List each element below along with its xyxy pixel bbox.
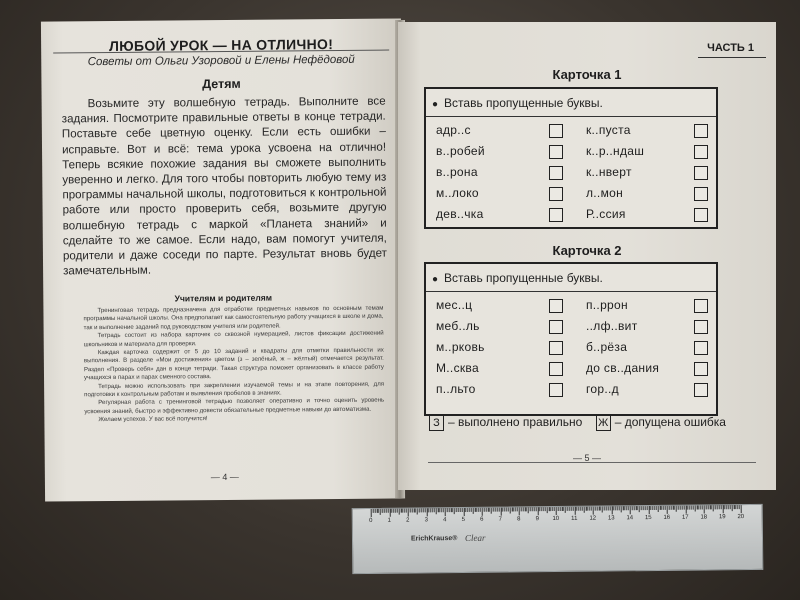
answer-checkbox[interactable] xyxy=(549,320,563,334)
ruler-brand: ErichKrause® xyxy=(410,535,458,543)
part-rule xyxy=(698,57,766,58)
ruler-number: 12 xyxy=(589,515,597,522)
ruler-number: 16 xyxy=(663,514,671,521)
word-item: п..ррон xyxy=(586,298,628,312)
word-item: к..р..ндаш xyxy=(586,144,645,158)
children-body: Возьмите эту волшебную тетрадь. Выполните все задания. Посмотрите правильные ответы в конце тетради. Поставьте себе цветную оценку. Если есть ошибки – исправьте. Вот и всё: тема урока усвоена на отлично! Теперь всякие похожие задания вы сможете выполнить уверенно и легко. Для того чтобы повторить любую тему из программы начальной школы, подготовиться к контрольной работе или просто проверить себя, возьмите другую волшебную тетрадь с маркой «Планета знаний» и сделайте то же самое. Если надо, вам помогут учителя, родители и даже соседи по парте. Результат вновь будет замечательным. xyxy=(61,94,388,278)
word-item: дев..чка xyxy=(436,207,484,221)
answer-checkbox[interactable] xyxy=(694,341,708,355)
teachers-paragraph: Тетрадь состоит из набора карточек со сквозной нумерацией, листов фиксации достижений школьников и материала для проверки. xyxy=(83,329,384,348)
ruler-tick xyxy=(741,505,742,513)
teachers-paragraph: Тетрадь можно использовать при закреплении изучаемой темы и на этапе повторения, для подготовки к контрольным работам и выявления пробелов в знаниях. xyxy=(84,380,385,399)
answer-checkbox[interactable] xyxy=(694,383,708,397)
answer-checkbox[interactable] xyxy=(694,320,708,334)
ruler-scale xyxy=(371,505,751,529)
answer-checkbox[interactable] xyxy=(549,124,563,138)
answer-checkbox[interactable] xyxy=(549,362,563,376)
teachers-paragraph: Желаем успехов. У вас всё получится! xyxy=(98,415,208,424)
word-item: п..льто xyxy=(436,382,476,396)
answer-checkbox[interactable] xyxy=(694,145,708,159)
section-heading-children: Детям xyxy=(202,76,241,92)
answer-checkbox[interactable] xyxy=(549,145,563,159)
ruler-number: 0 xyxy=(369,517,373,524)
bullet-icon: ● xyxy=(432,274,439,285)
teachers-paragraph: Тренинговая тетрадь предназначена для отработки предметных навыков по основным темам программы начальной школы. Она предполагает как самостоятельную работу учащихся в школе и дома, так и выполнение заданий под руководством учителя или родителей. xyxy=(83,304,384,332)
section-heading-teachers: Учителям и родителям xyxy=(174,292,273,304)
card1-instruction-line xyxy=(432,96,603,110)
left-page xyxy=(41,18,405,501)
error-mark-box: Ж xyxy=(596,415,611,431)
card2-instruction-line xyxy=(432,271,603,285)
bullet-icon: ● xyxy=(432,99,439,110)
teachers-paragraph: Регулярная работа с тренинговой тетрадью позволяет оперативно и точно оценить уровень усвоения знаний, быстро и эффективно довести обязательные предметные навыки до автоматизма. xyxy=(84,397,385,416)
ruler-number: 4 xyxy=(443,517,447,524)
left-page-number: — 4 — xyxy=(210,471,239,483)
word-item: М..сква xyxy=(436,361,479,375)
word-item: до св..дания xyxy=(586,361,660,375)
answer-checkbox[interactable] xyxy=(549,166,563,180)
ruler-number: 3 xyxy=(424,517,429,524)
word-item: Р..ссия xyxy=(586,207,626,221)
ruler-number: 5 xyxy=(461,516,465,524)
word-item: гор..д xyxy=(586,382,619,396)
word-item: м..локо xyxy=(436,186,479,200)
word-item: м..рковь xyxy=(436,340,485,354)
word-item: адр..с xyxy=(436,123,471,137)
card-divider xyxy=(426,116,716,117)
word-item: в..робей xyxy=(436,144,485,158)
ruler-number: 1 xyxy=(387,517,392,524)
answer-checkbox[interactable] xyxy=(694,124,708,138)
word-item: ..лф..вит xyxy=(586,319,638,333)
card1-title: Карточка 1 xyxy=(552,67,622,82)
ruler-number: 15 xyxy=(644,515,652,522)
ruler-model: Clear xyxy=(464,532,486,543)
ruler-number: 18 xyxy=(700,514,708,521)
card1-instruction: Вставь пропущенные буквы. xyxy=(444,96,603,110)
left-page-title: ЛЮБОЙ УРОК — НА ОТЛИЧНО! xyxy=(109,36,334,54)
word-item: мес..ц xyxy=(436,298,473,312)
ruler-number: 11 xyxy=(571,515,578,522)
part-label: ЧАСТЬ 1 xyxy=(707,42,754,54)
answer-checkbox[interactable] xyxy=(694,208,708,222)
teachers-body-text xyxy=(83,305,384,425)
answer-checkbox[interactable] xyxy=(549,208,563,222)
ruler-number: 2 xyxy=(406,517,410,524)
answer-checkbox[interactable] xyxy=(549,341,563,355)
word-item: к..нверт xyxy=(586,165,632,179)
ruler-number: 7 xyxy=(498,516,502,523)
ruler xyxy=(352,504,764,574)
teachers-paragraph: Каждая карточка содержит от 5 до 10 заданий и квадраты для отметки правильности их выполнения. В разделе «Мои достижения» цветом (з – зелёный, ж – жёлтый) отмечается результат. Раздел «Проверь себя» дан в конце тетради. Такая структура поможет организовать в классе работу учащихся в парах и парах сменного состава. xyxy=(83,346,384,382)
answer-checkbox[interactable] xyxy=(694,362,708,376)
card2-instruction: Вставь пропущенные буквы. xyxy=(444,271,603,285)
card2-title: Карточка 2 xyxy=(552,243,622,258)
ruler-number: 20 xyxy=(737,514,745,521)
ruler-number: 6 xyxy=(480,516,484,523)
ruler-number: 13 xyxy=(607,515,615,522)
answer-checkbox[interactable] xyxy=(549,383,563,397)
ruler-number: 14 xyxy=(626,515,634,522)
word-item: к..пуста xyxy=(586,123,631,137)
word-item: б..рёза xyxy=(586,340,628,354)
correct-mark-box: З xyxy=(429,415,444,431)
card-divider xyxy=(426,291,716,292)
left-page-subtitle: Советы от Ольги Узоровой и Елены Нефёдовой xyxy=(87,53,355,69)
right-page-number: — 5 — xyxy=(572,453,601,463)
word-item: л..мон xyxy=(586,186,624,200)
ruler-number: 10 xyxy=(552,515,560,523)
ruler-number: 9 xyxy=(535,516,539,523)
answer-checkbox[interactable] xyxy=(694,187,708,201)
error-legend-text: – допущена ошибка xyxy=(614,415,726,430)
word-item: меб..ль xyxy=(436,319,480,333)
answer-checkbox[interactable] xyxy=(549,187,563,201)
ruler-number: 17 xyxy=(681,514,689,521)
ruler-number: 19 xyxy=(718,514,726,521)
ruler-number: 8 xyxy=(517,516,521,523)
correct-legend-text: – выполнено правильно xyxy=(448,415,583,430)
word-item: в..рона xyxy=(436,165,478,179)
card-2 xyxy=(424,262,718,416)
right-page xyxy=(398,22,776,490)
children-body-text xyxy=(62,94,388,279)
answer-checkbox[interactable] xyxy=(694,166,708,180)
answer-checkbox[interactable] xyxy=(694,299,708,313)
answer-checkbox[interactable] xyxy=(549,299,563,313)
card-1 xyxy=(424,87,718,229)
legend xyxy=(429,415,726,431)
